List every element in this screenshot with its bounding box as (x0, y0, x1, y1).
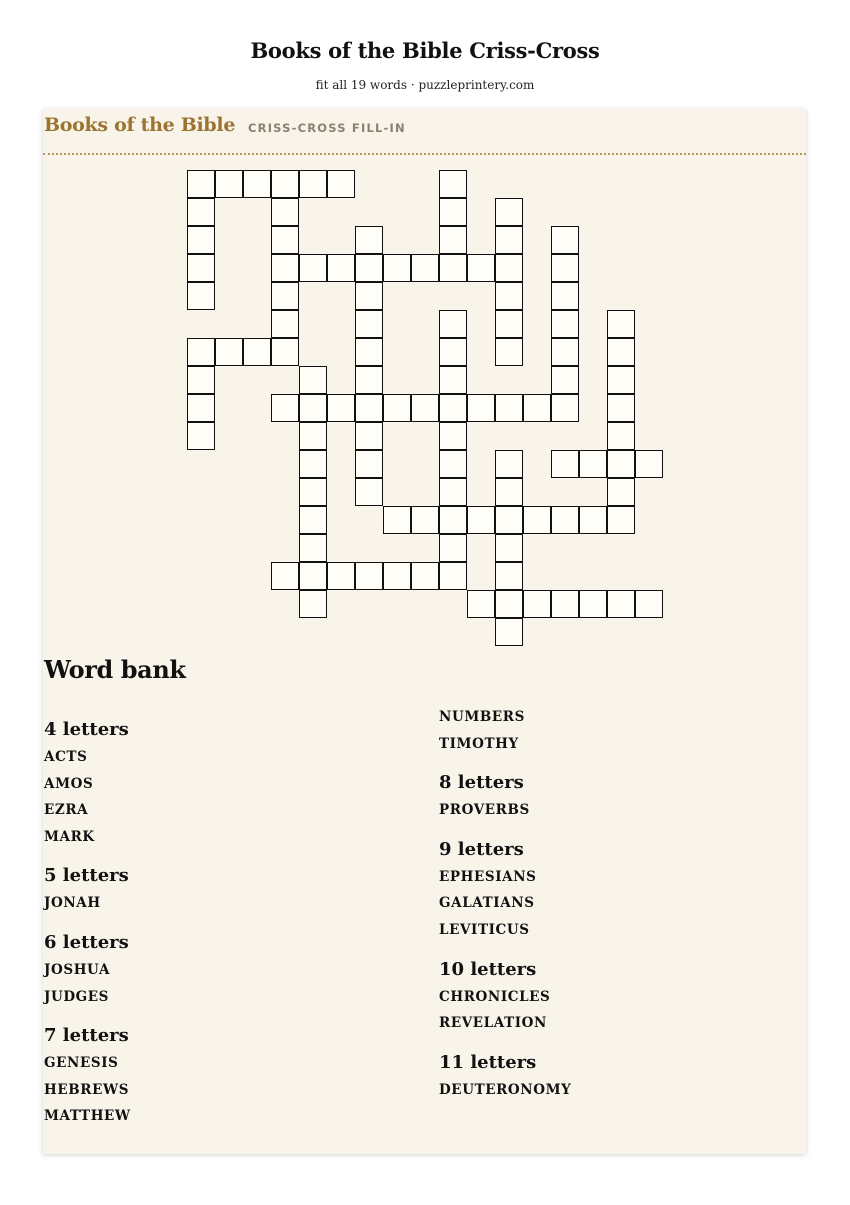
crossword-cell[interactable] (355, 450, 383, 478)
crossword-cell[interactable] (383, 562, 411, 590)
crossword-cell[interactable] (187, 198, 215, 226)
card-title: Books of the Bible (44, 114, 236, 136)
crossword-cell[interactable] (355, 338, 383, 366)
crossword-cell[interactable] (551, 506, 579, 534)
crossword-cell[interactable] (607, 506, 635, 534)
word-bank-item: ACTS (44, 749, 88, 765)
word-bank-item: MATTHEW (44, 1108, 131, 1125)
crossword-cell[interactable] (411, 562, 439, 590)
crossword-cell[interactable] (495, 282, 523, 310)
crossword-cell[interactable] (271, 254, 299, 282)
crossword-cell[interactable] (551, 282, 579, 310)
crossword-cell[interactable] (495, 562, 523, 590)
word-bank-item: AMOS (44, 775, 94, 792)
crossword-cell[interactable] (551, 226, 579, 254)
crossword-cell[interactable] (439, 422, 467, 450)
crossword-cell[interactable] (355, 394, 383, 422)
card-header (43, 109, 806, 155)
crossword-cell[interactable] (411, 254, 439, 282)
crossword-cell[interactable] (607, 310, 635, 338)
crossword-cell[interactable] (355, 562, 383, 590)
crossword-cell[interactable] (411, 506, 439, 534)
crossword-cell[interactable] (579, 450, 607, 478)
word-bank-item: CHRONICLES (439, 988, 551, 1005)
crossword-cell[interactable] (523, 394, 551, 422)
word-bank-item: MARK (44, 828, 95, 845)
crossword-cell[interactable] (523, 590, 551, 618)
crossword-cell[interactable] (299, 534, 327, 562)
crossword-cell[interactable] (439, 394, 467, 422)
crossword-cell[interactable] (411, 394, 439, 422)
word-bank-item: JOSHUA (44, 962, 111, 978)
word-bank-item: EPHESIANS (439, 868, 537, 885)
crossword-cell[interactable] (439, 310, 467, 338)
crossword-cell[interactable] (523, 506, 551, 534)
crossword-cell[interactable] (551, 394, 579, 422)
crossword-cell[interactable] (495, 618, 523, 646)
word-group-heading: 7 letters (44, 1025, 129, 1047)
crossword-cell[interactable] (467, 394, 495, 422)
crossword-cell[interactable] (299, 170, 327, 198)
crossword-cell[interactable] (607, 394, 635, 422)
crossword-cell[interactable] (495, 226, 523, 254)
crossword-cell[interactable] (383, 254, 411, 282)
word-bank-item: TIMOTHY (439, 735, 519, 752)
crossword-cell[interactable] (243, 170, 271, 198)
crossword-cell[interactable] (355, 226, 383, 254)
crossword-cell[interactable] (187, 254, 215, 282)
crossword-cell[interactable] (439, 170, 467, 198)
crossword-cell[interactable] (299, 562, 327, 590)
word-group-heading: 5 letters (44, 865, 129, 887)
word-bank-item: JUDGES (44, 988, 110, 1005)
crossword-cell[interactable] (495, 338, 523, 366)
word-bank-item: JONAH (44, 895, 101, 912)
crossword-cell[interactable] (607, 366, 635, 394)
puzzle-card (43, 109, 806, 1154)
crossword-cell[interactable] (495, 254, 523, 282)
crossword-cell[interactable] (607, 338, 635, 366)
word-bank-item: LEVITICUS (439, 922, 530, 938)
crossword-cell[interactable] (579, 506, 607, 534)
word-group-heading: 8 letters (439, 772, 524, 794)
crossword-cell[interactable] (495, 310, 523, 338)
crossword-cell[interactable] (355, 478, 383, 506)
crossword-cell[interactable] (299, 394, 327, 422)
crossword-cell[interactable] (271, 226, 299, 254)
crossword-cell[interactable] (551, 338, 579, 366)
crossword-cell[interactable] (607, 450, 635, 478)
crossword-cell[interactable] (467, 590, 495, 618)
crossword-cell[interactable] (215, 170, 243, 198)
word-bank-item: EZRA (44, 802, 89, 819)
word-group-heading: 10 letters (439, 958, 537, 980)
crossword-cell[interactable] (551, 254, 579, 282)
word-group-heading: 11 letters (439, 1051, 537, 1073)
crossword-cell[interactable] (439, 506, 467, 534)
crossword-cell[interactable] (495, 506, 523, 534)
word-group-heading: 6 letters (44, 932, 129, 953)
crossword-cell[interactable] (187, 366, 215, 394)
crossword-cell[interactable] (327, 170, 355, 198)
word-group-heading: 4 letters (44, 719, 129, 740)
word-bank-item: NUMBERS (439, 709, 525, 725)
crossword-cell[interactable] (299, 478, 327, 506)
crossword-cell[interactable] (495, 534, 523, 562)
word-bank-item: GENESIS (44, 1055, 119, 1072)
crossword-cell[interactable] (271, 170, 299, 198)
crossword-cell[interactable] (187, 394, 215, 422)
crossword-cell[interactable] (271, 282, 299, 310)
crossword-cell[interactable] (495, 394, 523, 422)
word-bank-item: HEBREWS (44, 1081, 130, 1098)
crossword-cell[interactable] (439, 562, 467, 590)
crossword-cell[interactable] (551, 366, 579, 394)
crossword-cell[interactable] (271, 310, 299, 338)
crossword-cell[interactable] (607, 590, 635, 618)
crossword-cell[interactable] (551, 310, 579, 338)
crossword-cell[interactable] (187, 422, 215, 450)
crossword-cell[interactable] (355, 366, 383, 394)
crossword-cell[interactable] (271, 198, 299, 226)
crossword-cell[interactable] (355, 254, 383, 282)
crossword-cell[interactable] (355, 422, 383, 450)
crossword-cell[interactable] (243, 338, 271, 366)
page-subtitle: fit all 19 words · puzzleprintery.com (315, 78, 535, 92)
crossword-cell[interactable] (439, 478, 467, 506)
crossword-cell[interactable] (439, 366, 467, 394)
crossword-cell[interactable] (327, 394, 355, 422)
crossword-cell[interactable] (607, 478, 635, 506)
crossword-cell[interactable] (607, 422, 635, 450)
crossword-cell[interactable] (551, 450, 579, 478)
crossword-cell[interactable] (439, 226, 467, 254)
crossword-cell[interactable] (271, 562, 299, 590)
crossword-cell[interactable] (299, 506, 327, 534)
crossword-cell[interactable] (383, 506, 411, 534)
crossword-cell[interactable] (467, 506, 495, 534)
word-group-heading: 9 letters (439, 838, 524, 860)
crossword-cell[interactable] (187, 282, 215, 310)
crossword-cell[interactable] (187, 226, 215, 254)
crossword-cell[interactable] (495, 198, 523, 226)
card-kicker: CRISS-CROSS FILL-IN (248, 121, 406, 135)
crossword-cell[interactable] (439, 254, 467, 282)
page-title: Books of the Bible Criss-Cross (250, 38, 600, 63)
crossword-cell[interactable] (495, 590, 523, 618)
crossword-cell[interactable] (299, 422, 327, 450)
crossword-cell[interactable] (187, 170, 215, 198)
crossword-cell[interactable] (355, 282, 383, 310)
crossword-cell[interactable] (187, 338, 215, 366)
crossword-cell[interactable] (635, 590, 663, 618)
crossword-cell[interactable] (495, 478, 523, 506)
crossword-cell[interactable] (355, 310, 383, 338)
crossword-cell[interactable] (635, 450, 663, 478)
crossword-cell[interactable] (439, 450, 467, 478)
word-bank-item: GALATIANS (439, 895, 535, 912)
crossword-cell[interactable] (299, 590, 327, 618)
crossword-cell[interactable] (271, 394, 299, 422)
word-bank-item: PROVERBS (439, 802, 530, 819)
crossword-cell[interactable] (383, 394, 411, 422)
crossword-cell[interactable] (299, 254, 327, 282)
crossword-cell[interactable] (327, 562, 355, 590)
crossword-cell[interactable] (215, 338, 243, 366)
crossword-cell[interactable] (299, 450, 327, 478)
crossword-cell[interactable] (439, 534, 467, 562)
crossword-cell[interactable] (299, 366, 327, 394)
crossword-cell[interactable] (551, 590, 579, 618)
crossword-cell[interactable] (495, 450, 523, 478)
crossword-cell[interactable] (271, 338, 299, 366)
word-bank-item: REVELATION (439, 1015, 547, 1032)
crossword-cell[interactable] (467, 254, 495, 282)
crossword-cell[interactable] (327, 254, 355, 282)
crossword-cell[interactable] (439, 338, 467, 366)
crossword-cell[interactable] (579, 590, 607, 618)
crossword-cell[interactable] (439, 198, 467, 226)
word-bank-item: DEUTERONOMY (439, 1081, 572, 1098)
word-bank-title: Word bank (44, 655, 186, 684)
